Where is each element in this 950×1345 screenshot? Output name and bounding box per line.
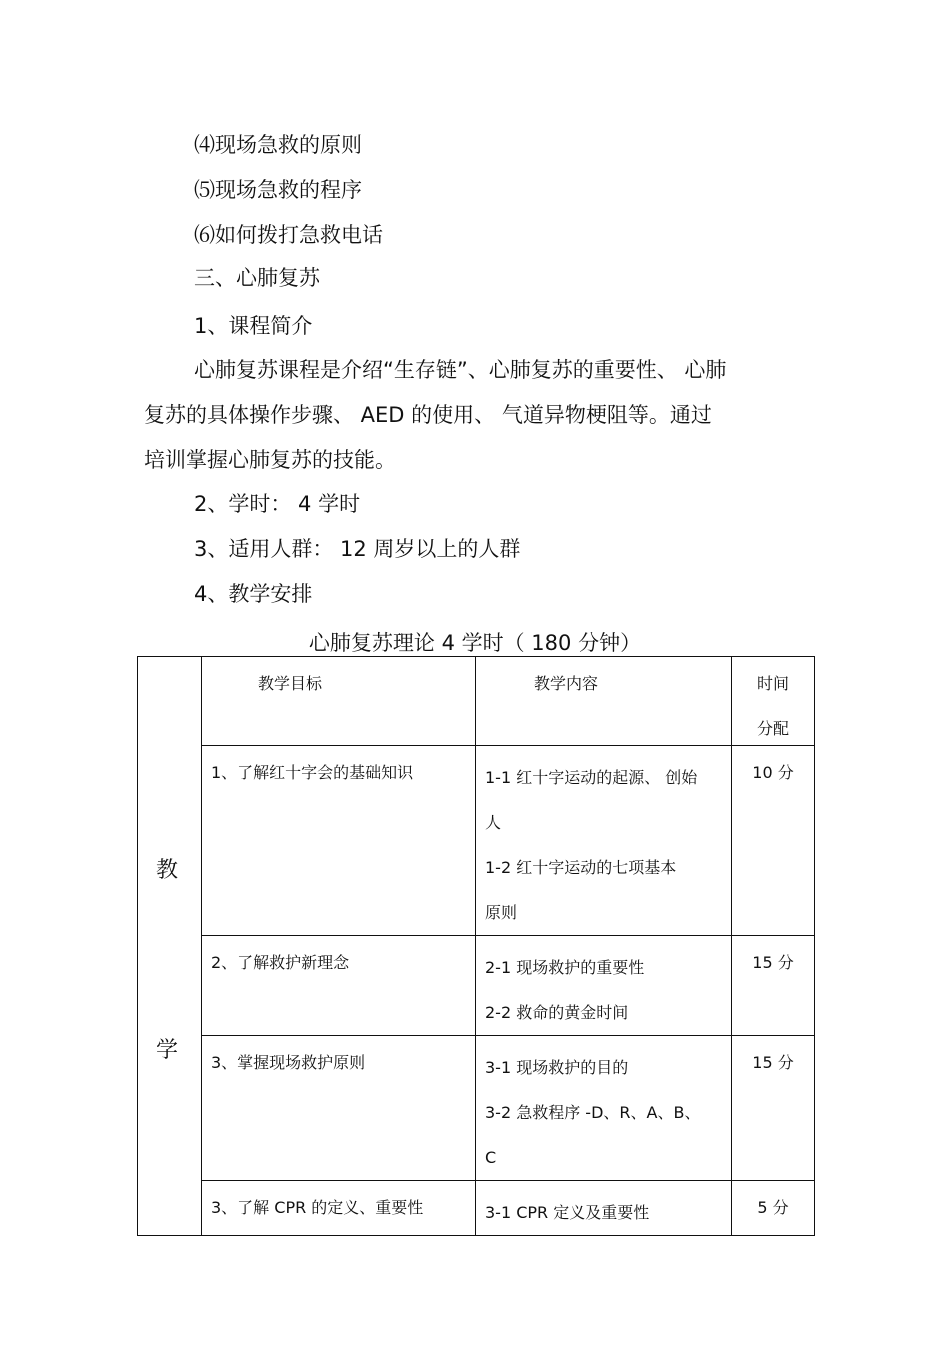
row-goal: 2、了解救护新理念 <box>202 936 476 1036</box>
row-content <box>476 746 732 936</box>
header-goal: 教学目标 <box>202 657 476 746</box>
header-time-line-2: 分配 <box>756 719 789 738</box>
row-time: 15 分 <box>732 1036 815 1181</box>
row-time: 15 分 <box>732 936 815 1036</box>
row-content <box>476 936 732 1036</box>
header-time <box>732 657 815 746</box>
hours-line: 2、学时： 4 学时 <box>194 492 361 516</box>
paragraph-line-1: 心肺复苏课程是介绍“生存链”、心肺复苏的重要性、 心肺 <box>194 358 727 382</box>
table-row <box>138 1181 815 1236</box>
subheading-course-intro: 1、课程简介 <box>194 314 313 338</box>
content-line: 原则 <box>485 903 518 922</box>
row-goal: 3、掌握现场救护原则 <box>202 1036 476 1181</box>
header-time-line-1: 时间 <box>756 674 789 693</box>
content-line: 3-2 急救程序 -D、R、A、B、 <box>485 1103 701 1122</box>
table-row <box>138 1036 815 1181</box>
table-row <box>138 746 815 936</box>
content-line: 2-2 救命的黄金时间 <box>485 1003 629 1022</box>
row-goal: 3、了解 CPR 的定义、重要性 <box>202 1181 476 1236</box>
paragraph-line-2: 复苏的具体操作步骤、 AED 的使用、 气道异物梗阻等。通过 <box>144 403 712 427</box>
list-item-emergency-call: ⑹如何拨打急救电话 <box>194 223 383 247</box>
section-heading-cpr: 三、心肺复苏 <box>194 266 320 290</box>
content-line: 3-1 CPR 定义及重要性 <box>485 1203 650 1222</box>
content-line: C <box>485 1148 497 1167</box>
table-row <box>138 936 815 1036</box>
table-header-row <box>138 657 815 746</box>
teaching-plan-table <box>137 656 815 1236</box>
content-line: 3-1 现场救护的目的 <box>485 1058 629 1077</box>
header-content: 教学内容 <box>476 657 732 746</box>
side-label-bottom: 学 <box>156 1038 179 1063</box>
table-caption: 心肺复苏理论 4 学时（ 180 分钟） <box>308 631 642 655</box>
side-label-cell <box>138 657 202 1236</box>
row-time: 10 分 <box>732 746 815 936</box>
paragraph-line-3: 培训掌握心肺复苏的技能。 <box>144 448 396 472</box>
content-line: 人 <box>485 813 502 832</box>
teaching-plan-heading: 4、教学安排 <box>194 582 313 606</box>
row-goal: 1、了解红十字会的基础知识 <box>202 746 476 936</box>
row-time: 5 分 <box>732 1181 815 1236</box>
list-item-procedure: ⑸现场急救的程序 <box>194 178 362 202</box>
content-line: 2-1 现场救护的重要性 <box>485 958 645 977</box>
row-content <box>476 1181 732 1236</box>
list-item-principles: ⑷现场急救的原则 <box>194 133 362 157</box>
content-line: 1-2 红十字运动的七项基本 <box>485 858 677 877</box>
side-label-top: 教 <box>156 858 179 883</box>
audience-line: 3、适用人群： 12 周岁以上的人群 <box>194 537 521 561</box>
row-content <box>476 1036 732 1181</box>
content-line: 1-1 红十字运动的起源、 创始 <box>485 768 698 787</box>
